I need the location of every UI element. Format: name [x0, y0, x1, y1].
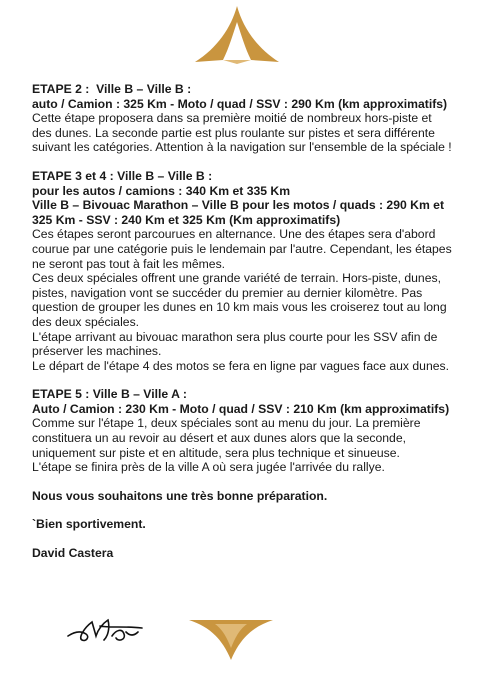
bold-line: Ville B – Bivouac Marathon – Ville B pour les motos / quads : 290 Km et 325 Km - SSV : 240 Km et 325 Km (Km approximatifs)	[32, 198, 448, 227]
bottom-tent-ornament-icon	[185, 618, 277, 662]
bold-line: David Castera	[32, 546, 114, 561]
paragraph-line: Cette étape proposera dans sa première moitié de nombreux hors-piste et des dunes. La seconde partie est plus roulante sur pistes et sera différente suivant les catégories. Attention à la navigation sur l'ensemble de la spéciale !	[32, 111, 452, 155]
ornament-top-shape	[195, 6, 279, 62]
document-body	[32, 82, 456, 575]
section-1	[32, 168, 456, 373]
paragraph-line: Ces deux spéciales offrent une grande variété de terrain. Hors-piste, dunes, pistes, navigation vont se succéder du premier au dernier kilomètre. Pas question de grouper les dunes en 10 km mais vous les croiserez tout au long des deux spéciales.	[32, 271, 451, 329]
handwritten-signature	[64, 606, 148, 646]
bold-line: ETAPE 2 : Ville B – Ville B :	[32, 82, 192, 96]
bold-line: ETAPE 5 : Ville B – Ville A :	[32, 387, 187, 402]
top-tent-ornament-icon	[191, 4, 283, 68]
bold-line: auto / Camion : 325 Km - Moto / quad / SSV : 290 Km (km approximatifs)	[32, 96, 448, 111]
section-4	[32, 517, 452, 532]
paragraph-line: L'étape se finira près de la ville A où sera jugée l'arrivée du rallye.	[32, 460, 385, 475]
bold-line: Nous vous souhaitons une très bonne préparation.	[32, 488, 328, 503]
section-2	[32, 387, 452, 475]
paragraph-line: Comme sur l'étape 1, deux spéciales sont au menu du jour. La première constituera un au revoir au désert et aux dunes alors que la seconde, uniquement sur piste et en altitude, sera plus technique et sinueuse.	[32, 416, 424, 460]
paragraph-line: Le départ de l'étape 4 des motos se fera en ligne par vagues face aux dunes.	[32, 358, 449, 373]
paragraph-line: L'étape arrivant au bivouac marathon sera plus courte pour les SSV afin de préserver les machines.	[32, 329, 441, 359]
bold-line: `Bien sportivement.	[32, 517, 146, 532]
bold-line: Auto / Camion : 230 Km - Moto / quad / SSV : 210 Km (km approximatifs)	[32, 401, 450, 416]
bold-line: pour les autos / camions : 340 Km et 335 Km	[32, 183, 291, 198]
section-5	[32, 546, 452, 561]
paragraph-line: Ces étapes seront parcourues en alternance. Une des étapes sera d'abord courue par une catégorie puis le lendemain par l'autre. Cependant, les étapes ne seront pas tout à fait les mêmes.	[32, 227, 456, 271]
bold-line: ETAPE 3 et 4 : Ville B – Ville B :	[32, 168, 213, 183]
section-3	[32, 489, 452, 504]
section-0	[32, 82, 452, 155]
